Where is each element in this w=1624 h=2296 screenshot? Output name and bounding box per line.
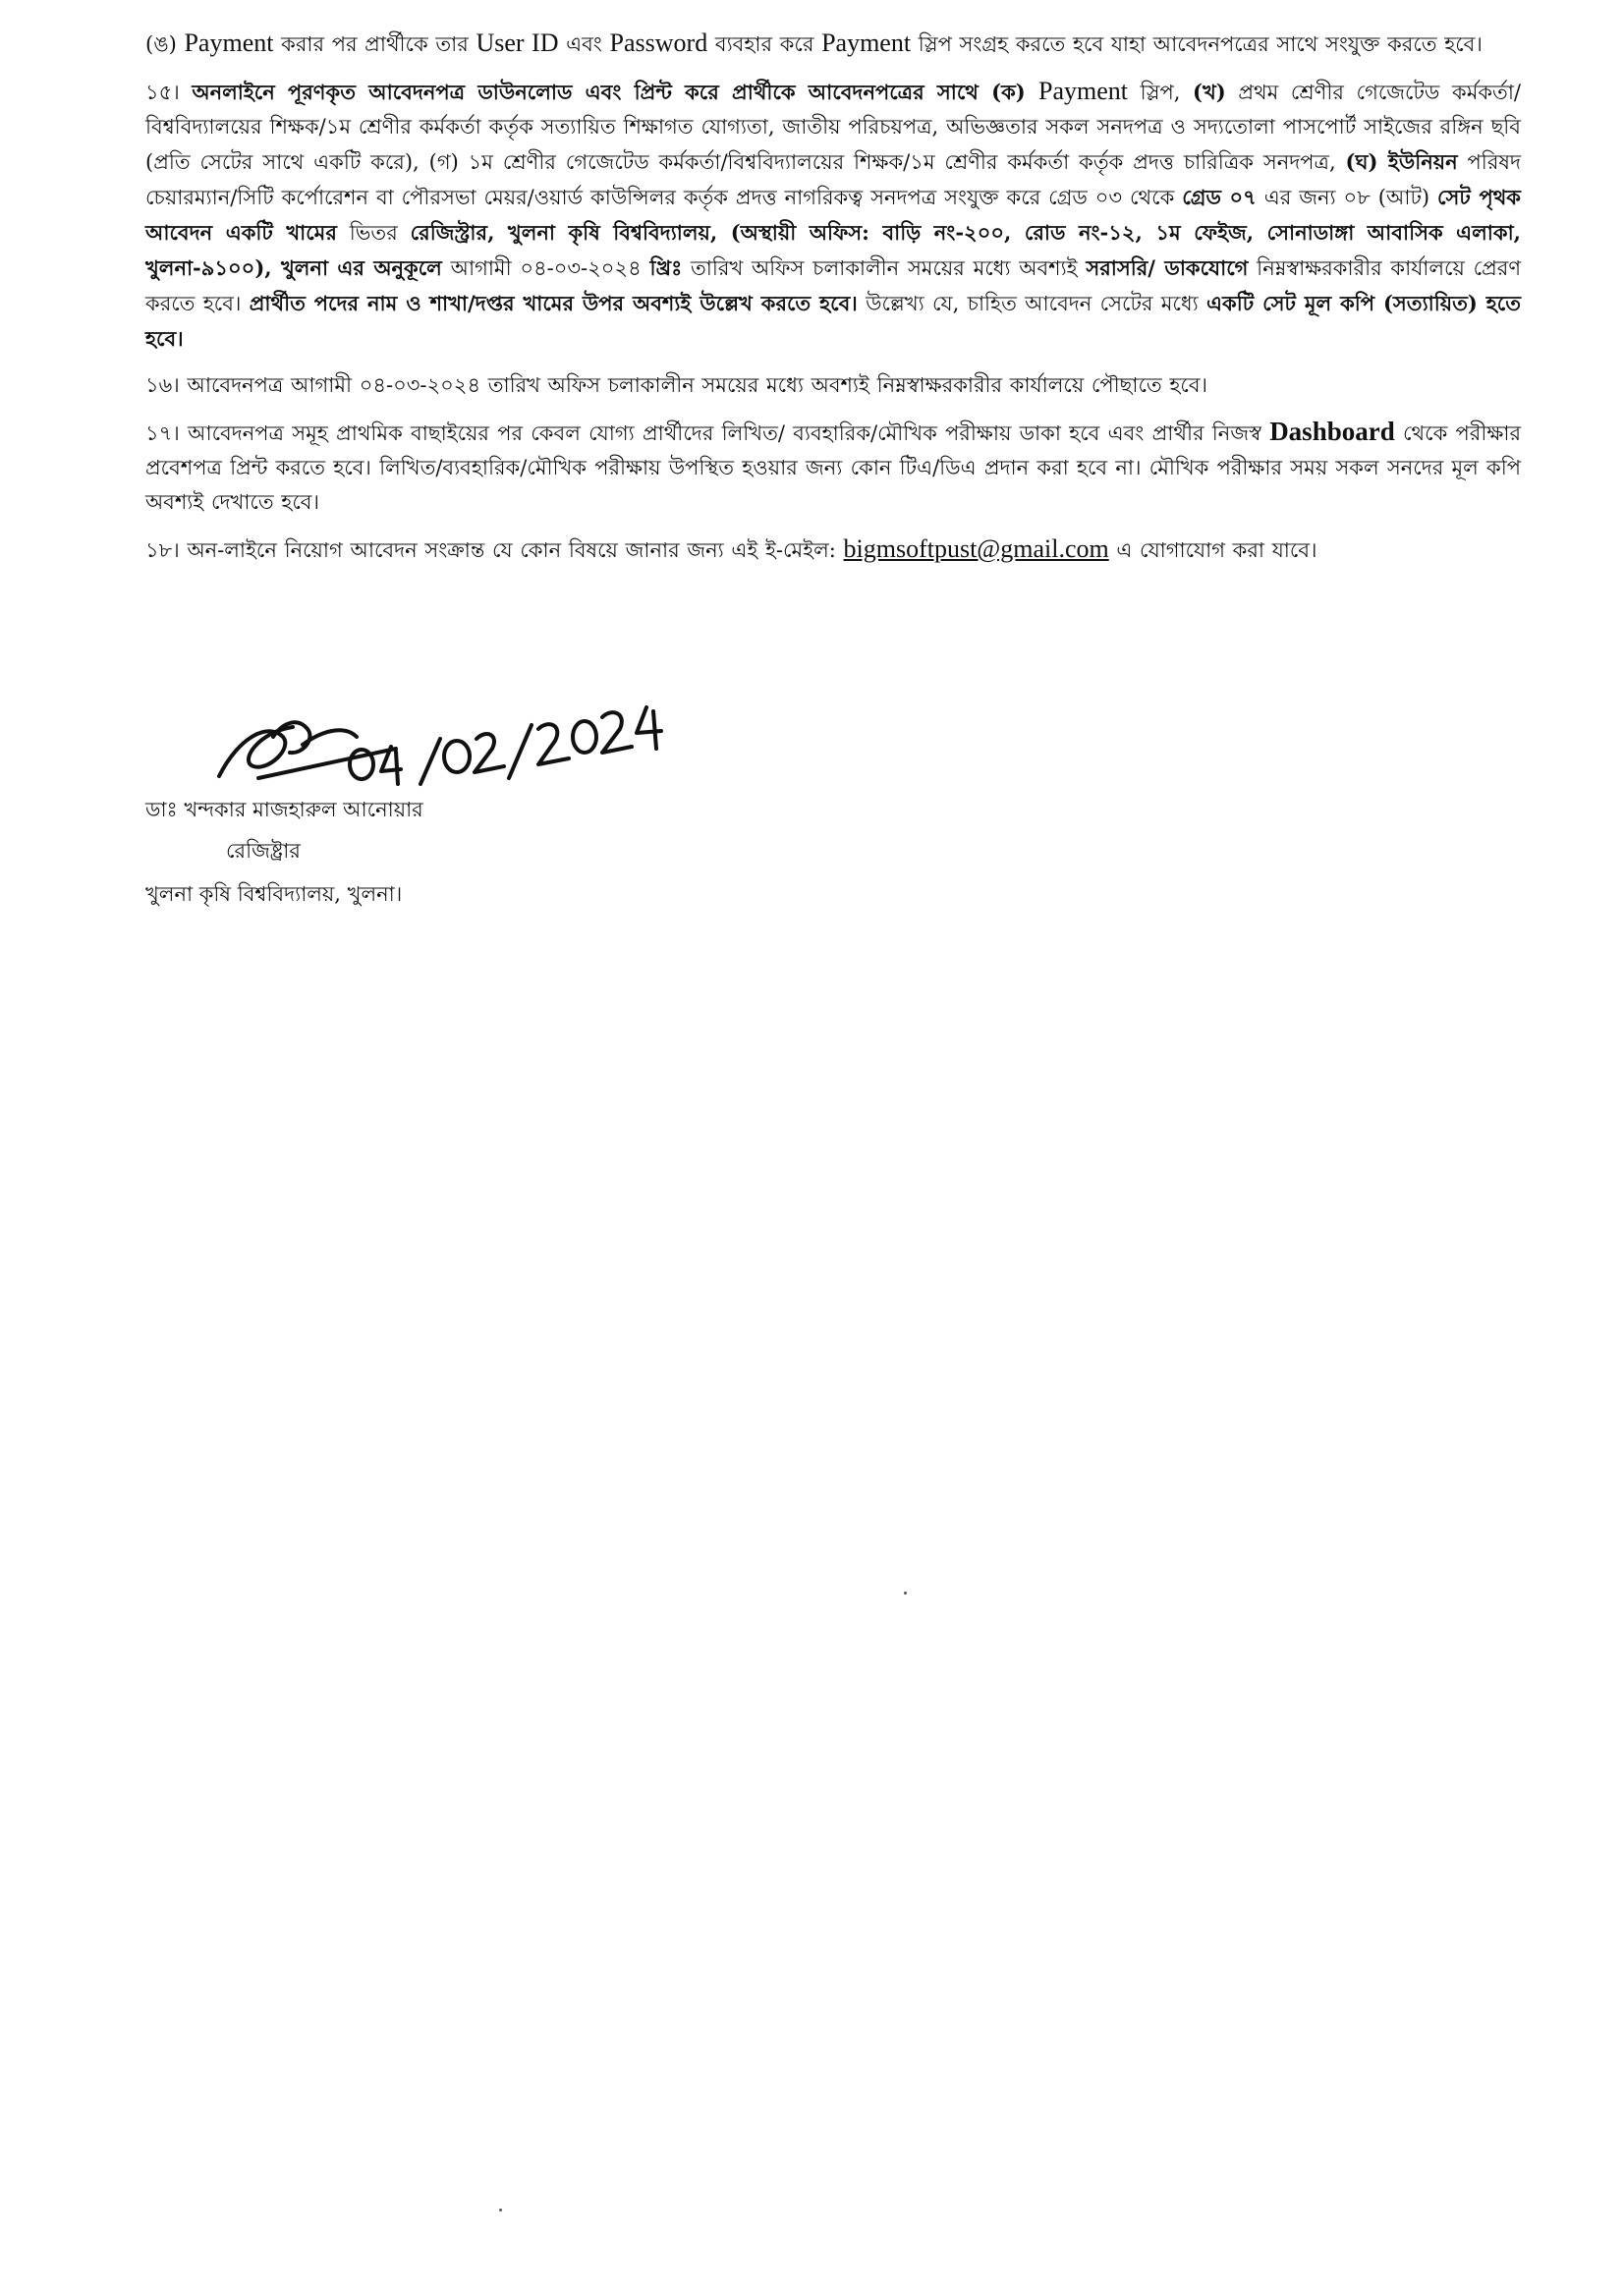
- paragraph-number: ১৭।: [145, 421, 189, 445]
- paragraph-number: ১৬।: [145, 373, 188, 397]
- contact-email-link[interactable]: bigmsoftpust@gmail.com: [843, 534, 1109, 563]
- signature-block: [145, 668, 735, 924]
- document-body: [145, 26, 1521, 580]
- scan-speck: [499, 2209, 502, 2212]
- paragraph-number: ১৮।: [145, 538, 188, 562]
- paragraph-number: ১৫।: [145, 81, 193, 104]
- item-marker: (ঙ): [145, 32, 185, 56]
- paragraph-15: ১৫। অনলাইনে পূরণকৃত আবেদনপত্র ডাউনলোড এবং প্রিন্ট করে প্রার্থীকে আবেদনপত্রের সাথে (ক) Payment স্লিপ, (খ) প্রথম শ্রেণীর গেজেটেড কর্মকর্তা/বিশ্ববিদ্যালয়ের শিক্ষক/১ম শ্রেণীর কর্মকর্তা কর্তৃক সত্যায়িত শিক্ষাগত যোগ্যতা, জাতীয় পরিচয়পত্র, অভিজ্ঞতার সকল সনদপত্র ও সদ্যতোলা পাসপোর্ট সাইজের রঙ্গিন ছবি (প্রতি সেটের সাথে একটি করে), (গ) ১ম শ্রেণীর গেজেটেড কর্মকর্তা/বিশ্ববিদ্যালয়ের শিক্ষক/১ম শ্রেণীর কর্মকর্তা কর্তৃক প্রদত্ত চারিত্রিক সনদপত্র, (ঘ) ইউনিয়ন পরিষদ চেয়ারম্যান/সিটি কর্পোরেশন বা পৌরসভা মেয়র/ওয়ার্ড কাউন্সিলর কর্তৃক প্রদত্ত নাগরিকত্ব সনদপত্র সংযুক্ত করে গ্রেড ০৩ থেকে গ্রেড ০৭ এর জন্য ০৮ (আট) সেট পৃথক আবেদন একটি খামের ভিতর রেজিস্ট্রার, খুলনা কৃষি বিশ্ববিদ্যালয়, (অস্থায়ী অফিস: বাড়ি নং-২০০, রোড নং-১২, ১ম ফেইজ, সোনাডাঙ্গা আবাসিক এলাকা, খুলনা-৯১০০), খুলনা এর অনুকূলে আগামী ০৪-০৩-২০২৪ খ্রিঃ তারিখ অফিস চলাকালীন সময়ের মধ্যে অবশ্যই সরাসরি/ ডাকযোগে নিম্নস্বাক্ষরকারীর কার্যালয়ে প্রেরণ করতে হবে। প্রার্থীত পদের নাম ও শাখা/দপ্তর খামের উপর অবশ্যই উল্লেখ করতে হবে। উল্লেখ্য যে, চাহিত আবেদন সেটের মধ্যে একটি সেট মূল কপি (সত্যায়িত) হতে হবে।: [145, 77, 1522, 351]
- scan-speck: [904, 1592, 907, 1595]
- paragraph-17: ১৭। আবেদনপত্র সমূহ প্রাথমিক বাছাইয়ের পর কেবল যোগ্য প্রার্থীদের লিখিত/ ব্যবহারিক/মৌখিক পরীক্ষায় ডাকা হবে এবং প্রার্থীর নিজস্ব Dashboard থেকে পরীক্ষার প্রবেশপত্র প্রিন্ট করতে হবে। লিখিত/ব্যবহারিক/মৌখিক পরীক্ষায় উপস্থিত হওয়ার জন্য কোন টিএ/ডিএ প্রদান করা হবে না। মৌখিক পরীক্ষার সময় সকল সনদের মূল কপি অবশ্যই দেখাতে হবে।: [145, 417, 1521, 514]
- handwritten-signature: [199, 668, 750, 806]
- paragraph-18: ১৮। অন-লাইনে নিয়োগ আবেদন সংক্রান্ত যে কোন বিষয়ে জানার জন্য এই ই-মেইল: bigmsoftpust@gmail.com এ যোগাযোগ করা যাবে।: [145, 534, 1317, 563]
- signatory-title: রেজিষ্ট্রার: [226, 839, 301, 863]
- paragraph-16: ১৬। আবেদনপত্র আগামী ০৪-০৩-২০২৪ তারিখ অফিস চলাকালীন সময়ের মধ্যে অবশ্যই নিম্নস্বাক্ষরকারীর কার্যালয়ে পৌছাতে হবে।: [145, 373, 1208, 397]
- signatory-organization: খুলনা কৃষি বিশ্ববিদ্যালয়, খুলনা।: [145, 882, 403, 906]
- signatory-name: ডাঃ খন্দকার মাজহারুল আনোয়ার: [145, 798, 423, 821]
- paragraph-payment-slip: (ঙ) Payment করার পর প্রার্থীকে তার User ID এবং Password ব্যবহার করে Payment স্লিপ সংগ্রহ করতে হবে যাহা আবেদনপত্রের সাথে সংযুক্ত করতে হবে।: [145, 28, 1483, 57]
